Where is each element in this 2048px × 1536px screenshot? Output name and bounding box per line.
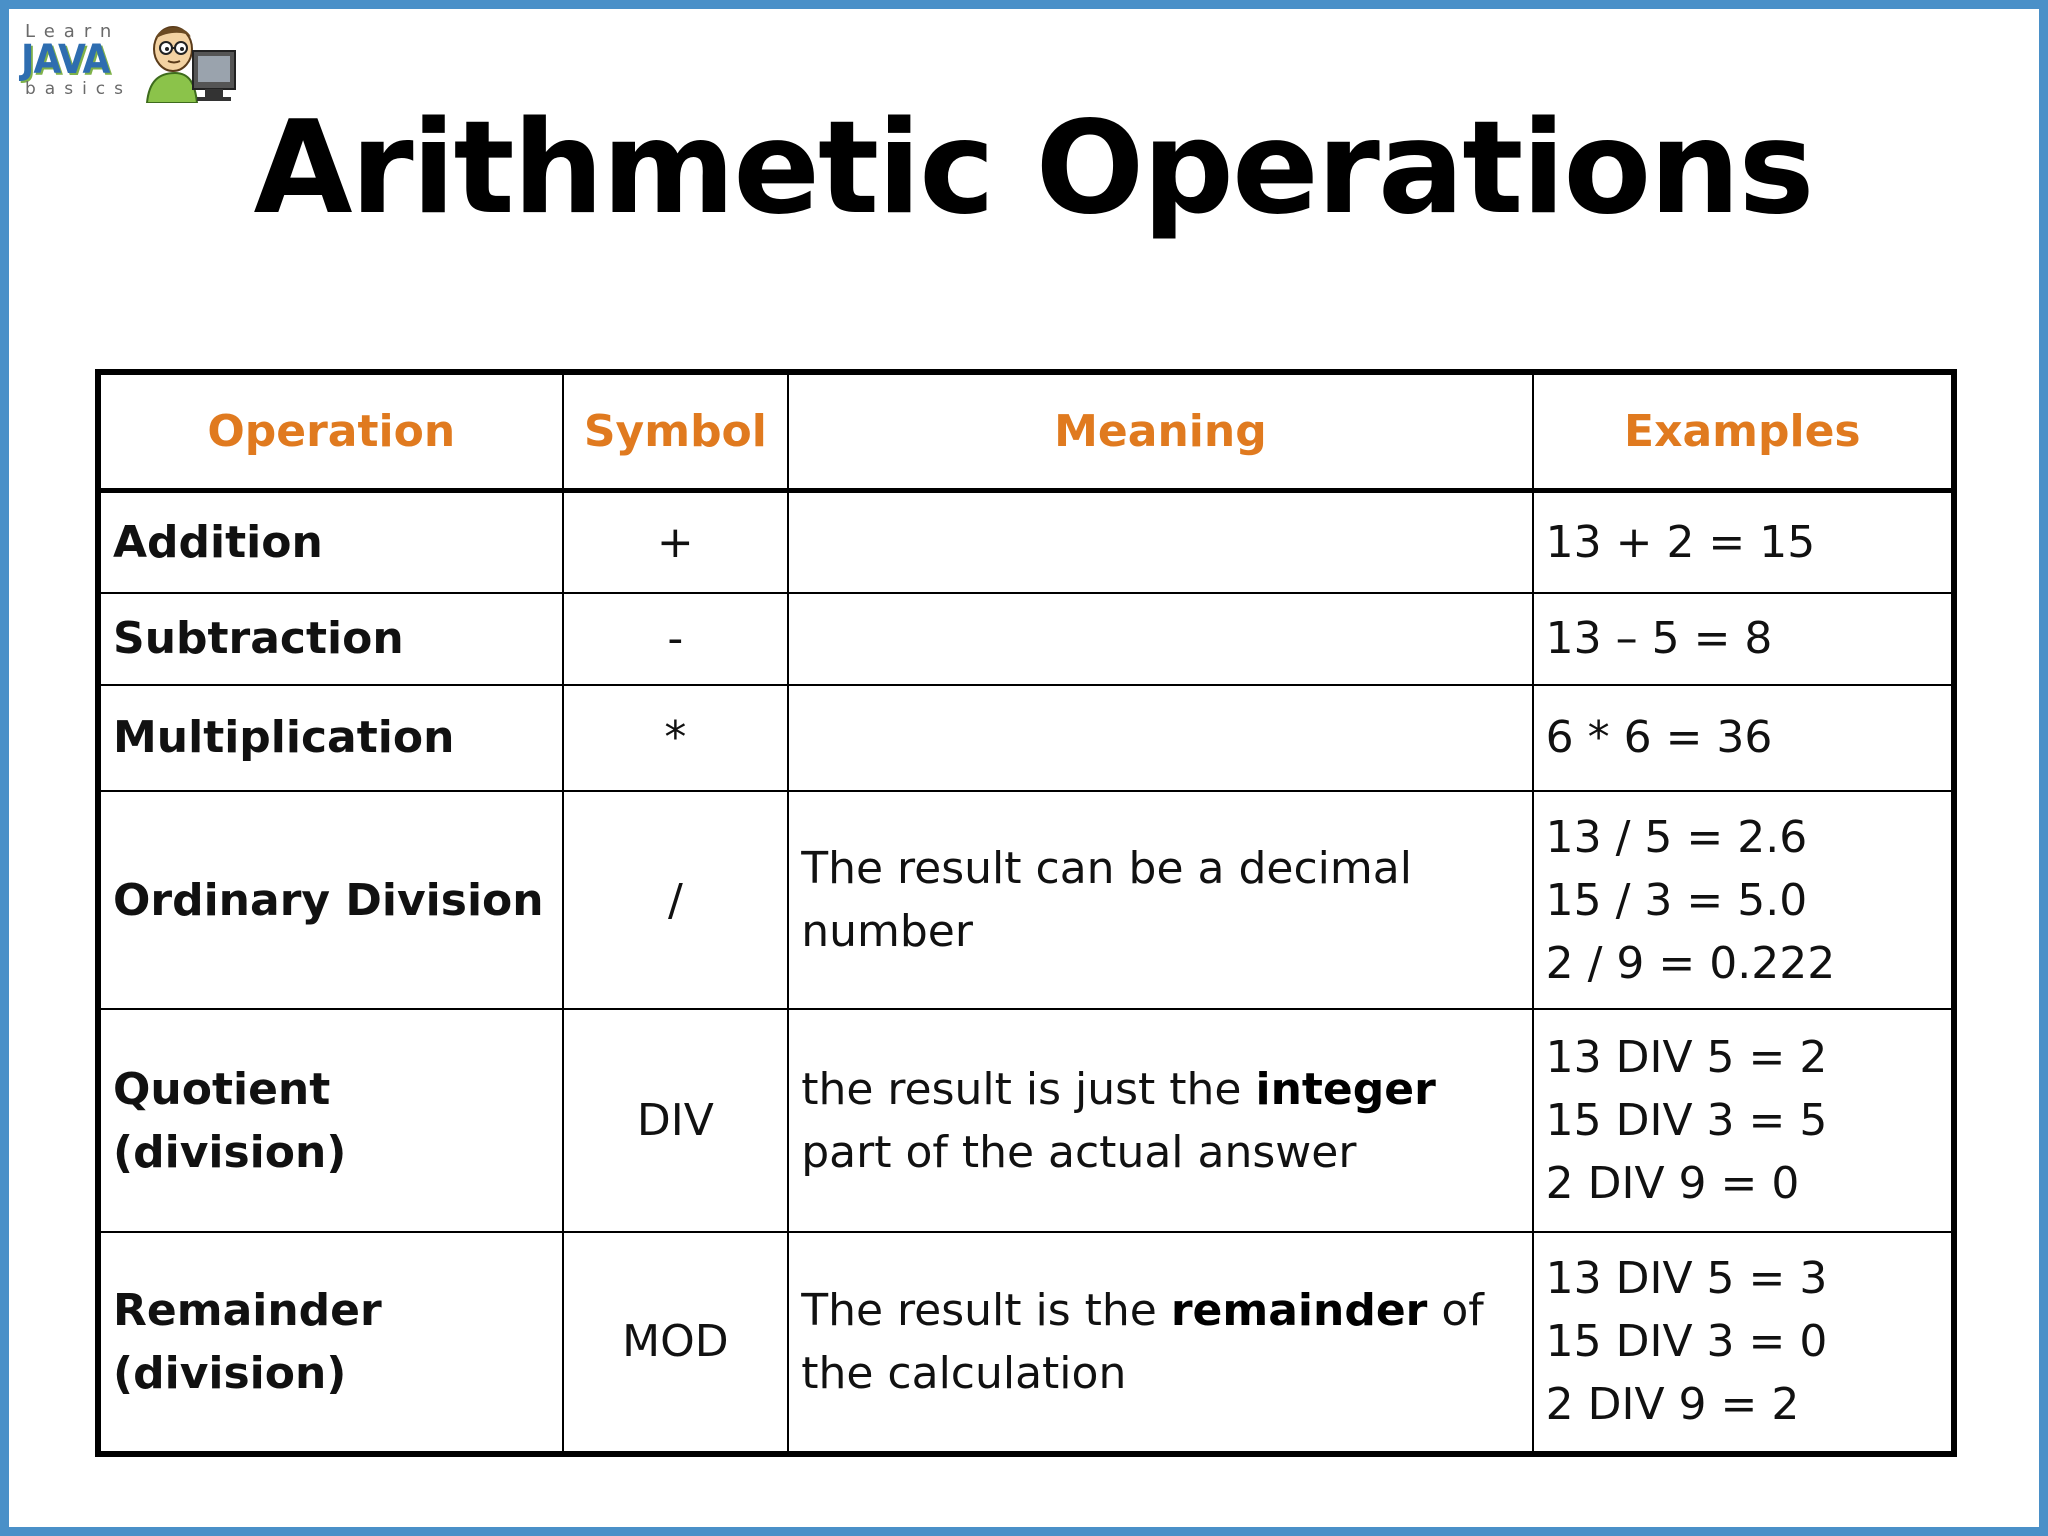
meaning-cell: [788, 491, 1532, 593]
table-row-quotient: [98, 1009, 1954, 1231]
arithmetic-operations-table: [95, 369, 1957, 1457]
logo-text-basics: basics: [25, 79, 132, 99]
table-row-ordinary-division: [98, 791, 1954, 1009]
table-row-subtraction: [98, 593, 1954, 685]
example-line: 2 DIV 9 = 0: [1545, 1158, 1800, 1209]
symbol-cell: +: [563, 491, 789, 593]
example-line: 15 / 3 = 5.0: [1545, 874, 1808, 926]
meaning-text: The result is the: [801, 1284, 1171, 1336]
example-line: 13 – 5 = 8: [1545, 613, 1773, 665]
meaning-text: of the calculation: [801, 1284, 1484, 1399]
example-line: 13 DIV 5 = 3: [1545, 1253, 1828, 1305]
examples-cell: [1533, 1232, 1954, 1454]
examples-cell: [1533, 593, 1954, 685]
learn-java-basics-logo: [19, 21, 244, 101]
example-line: 13 / 5 = 2.6: [1545, 811, 1808, 863]
header-meaning: Meaning: [788, 372, 1532, 491]
operation-cell: Multiplication: [98, 685, 563, 791]
operation-cell: Ordinary Division: [98, 791, 563, 1009]
examples-cell: [1533, 1009, 1954, 1231]
logo-text-java: JAVA: [21, 37, 110, 83]
example-line: 15 DIV 3 = 5: [1545, 1095, 1828, 1146]
examples-cell: [1533, 491, 1954, 593]
symbol-cell: DIV: [563, 1009, 789, 1231]
header-examples: Examples: [1533, 372, 1954, 491]
meaning-cell: The result can be a decimal number: [788, 791, 1532, 1009]
meaning-text: the result is just the: [801, 1063, 1256, 1115]
symbol-cell: -: [563, 593, 789, 685]
meaning-cell: [788, 593, 1532, 685]
header-operation: Operation: [98, 372, 563, 491]
logo-text-learn: Learn: [25, 21, 121, 42]
operation-cell: Quotient (division): [98, 1009, 563, 1231]
page-title: Arithmetic Operations: [253, 94, 1813, 243]
operation-cell: Remainder (division): [98, 1232, 563, 1454]
example-line: 13 DIV 5 = 2: [1545, 1032, 1828, 1083]
symbol-cell: MOD: [563, 1232, 789, 1454]
example-line: 2 DIV 9 = 2: [1545, 1379, 1800, 1431]
meaning-text: part of the actual answer: [801, 1126, 1357, 1178]
example-line: 15 DIV 3 = 0: [1545, 1316, 1828, 1368]
example-line: 13 + 2 = 15: [1545, 516, 1816, 568]
example-line: 2 / 9 = 0.222: [1545, 937, 1836, 989]
meaning-cell: [788, 685, 1532, 791]
meaning-cell: [788, 1009, 1532, 1231]
table-row-multiplication: [98, 685, 1954, 791]
examples-cell: [1533, 791, 1954, 1009]
symbol-cell: *: [563, 685, 789, 791]
table-row-addition: [98, 491, 1954, 593]
header-symbol: Symbol: [563, 372, 789, 491]
operation-cell: Addition: [98, 491, 563, 593]
meaning-emphasis: integer: [1255, 1063, 1436, 1115]
table-row-remainder: [98, 1232, 1954, 1454]
examples-cell: [1533, 685, 1954, 791]
meaning-cell: [788, 1232, 1532, 1454]
operation-cell: Subtraction: [98, 593, 563, 685]
table-header-row: [98, 372, 1954, 491]
symbol-cell: /: [563, 791, 789, 1009]
programmer-at-computer-icon: [137, 21, 247, 103]
meaning-emphasis: remainder: [1170, 1284, 1428, 1336]
example-line: 6 * 6 = 36: [1545, 712, 1773, 764]
